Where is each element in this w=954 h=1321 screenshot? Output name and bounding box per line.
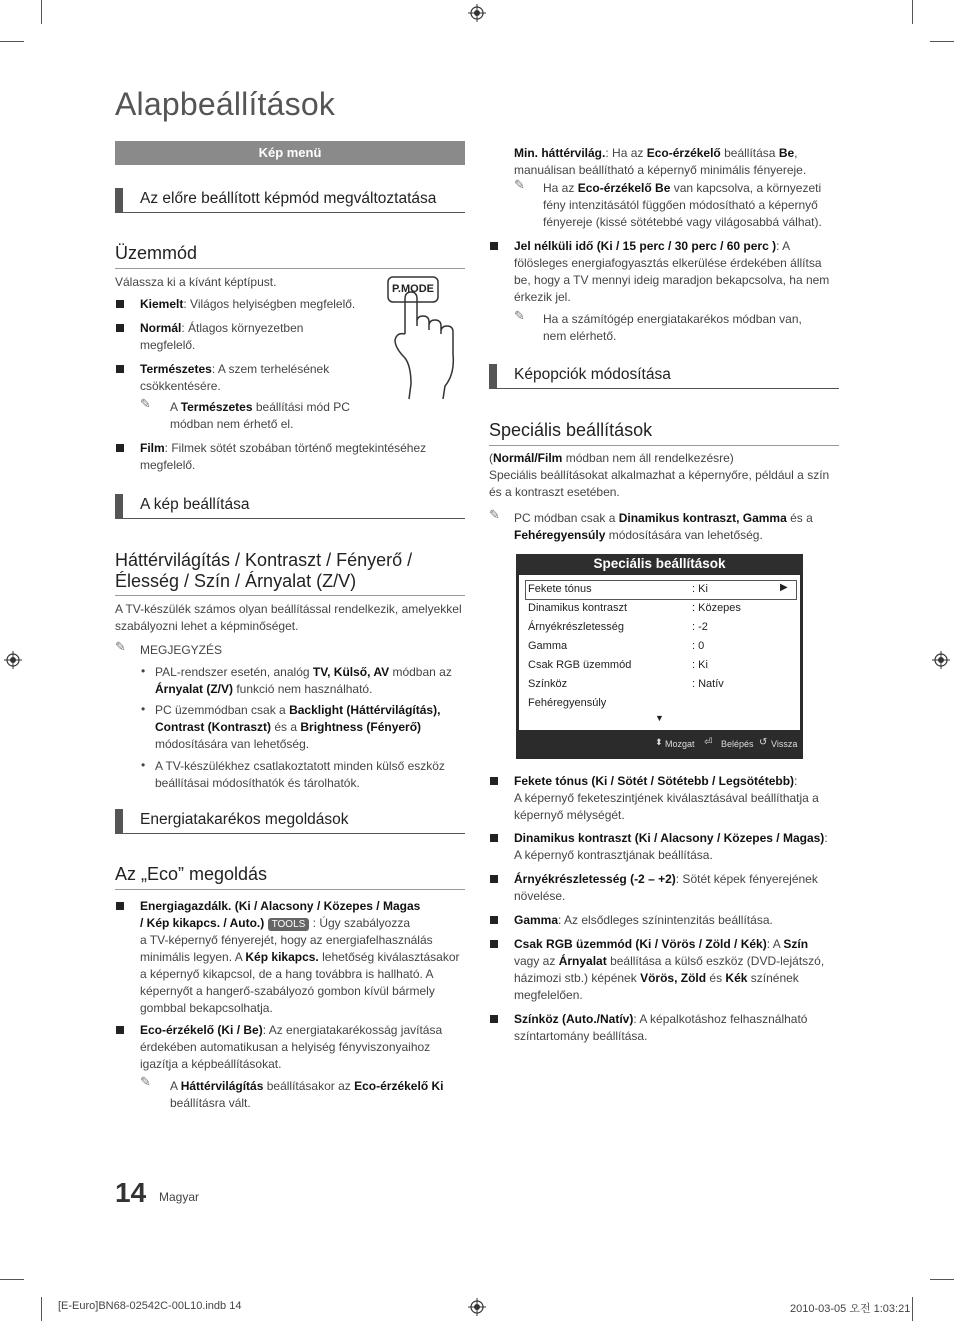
- section-heading: Speciális beállítások: [489, 420, 839, 446]
- return-icon: ↺: [759, 737, 768, 748]
- move-icon: ⬍: [655, 737, 663, 747]
- bullet-dot: •: [141, 702, 146, 716]
- scroll-down-icon: ▼: [655, 713, 664, 723]
- bullet-icon: [116, 1026, 124, 1034]
- crop-mark: [930, 1279, 954, 1280]
- print-file-label: [E-Euro]BN68-02542C-00L10.indb 14: [58, 1300, 242, 1312]
- list-item: Eco-érzékelő (Ki / Be): Az energiatakarékosság javítása érdekében automatikusan a helyiség fényviszonyaihoz igazítja a képbeállításokat.: [140, 1023, 443, 1071]
- note-pencil-icon: ✎: [514, 308, 525, 323]
- list-item: Fekete tónus (Ki / Sötét / Sötétebb / Legsötétebb): A képernyő feketeszintjének kiválasztásával beállíthatja a képernyő mélységét.: [514, 774, 819, 822]
- bullet-icon: [490, 875, 498, 883]
- bullet-icon: [116, 324, 124, 332]
- note-pencil-icon: ✎: [489, 507, 500, 522]
- registration-mark-icon: [932, 651, 950, 669]
- note-pencil-icon: ✎: [140, 396, 151, 411]
- osd-row-value: : -2: [692, 621, 708, 633]
- list-item: Normál: Átlagos környezetben megfelelő.: [140, 321, 304, 352]
- tools-badge: TOOLS: [268, 918, 310, 931]
- subsection-heading: A kép beállítása: [115, 496, 465, 519]
- note-pencil-icon: ✎: [514, 177, 525, 192]
- osd-title: Speciális beállítások: [516, 554, 803, 574]
- print-date-label: 2010-03-05 오전 1:03:21: [790, 1303, 911, 1315]
- crop-mark: [912, 1297, 913, 1321]
- registration-mark-icon: [468, 1298, 486, 1316]
- bullet-icon: [490, 834, 498, 842]
- bullet-icon: [490, 940, 498, 948]
- registration-mark-icon: [4, 651, 22, 669]
- bullet-dot: •: [141, 758, 146, 772]
- note-pencil-icon: ✎: [115, 639, 126, 654]
- bullet-icon: [490, 777, 498, 785]
- list-item: PC üzemmódban csak a Backlight (Háttérvilágítás), Contrast (Kontraszt) és a Brightness (Fényerő) módosítására van lehetőség.: [155, 703, 441, 751]
- crop-mark: [930, 41, 954, 42]
- section-heading: Az „Eco” megoldás: [115, 864, 465, 890]
- list-item: Árnyékrészletesség (-2 – +2): Sötét képek fényerejének növelése.: [514, 872, 818, 903]
- osd-row-label: Színköz: [528, 678, 568, 690]
- crop-mark: [0, 41, 24, 42]
- osd-row-value: : Közepes: [692, 602, 741, 614]
- osd-move-label: Mozgat: [665, 739, 695, 749]
- osd-row-label: Gamma: [528, 640, 568, 652]
- list-item: A TV-készülékhez csatlakoztatott minden külső eszköz beállításai módosíthatók és tárolhatók.: [155, 759, 445, 790]
- list-item: Kiemelt: Világos helyiségben megfelelő.: [140, 297, 356, 311]
- osd-back-label: Vissza: [771, 739, 798, 749]
- page-language: Magyar: [159, 1190, 200, 1204]
- section-heading: Üzemmód: [115, 243, 465, 269]
- section-bar: Kép menü: [115, 141, 465, 165]
- osd-row-label: Csak RGB üzemmód: [528, 659, 632, 671]
- osd-enter-label: Belépés: [721, 739, 754, 749]
- list-item: Jel nélküli idő (Ki / 15 perc / 30 perc / 60 perc ): A fölösleges energiafogyasztás elkerülése érdekében állítsa be, hogy a TV mennyi ideig maradjon bekapcsolva, ha nem érkezik jel.: [514, 239, 830, 304]
- note-heading: MEGJEGYZÉS: [140, 643, 223, 657]
- registration-mark-icon: [468, 4, 486, 22]
- bullet-icon: [490, 916, 498, 924]
- crop-mark: [41, 1297, 42, 1321]
- list-item: Gamma: Az elsődleges színintenzitás beállítása.: [514, 913, 773, 927]
- crop-mark: [0, 1279, 24, 1280]
- bullet-icon: [490, 1015, 498, 1023]
- section-heading: Háttérvilágítás / Kontraszt / Fényerő / Élesség / Szín / Árnyalat (Z/V): [115, 550, 413, 591]
- note: A Háttérvilágítás beállításakor az Eco-érzékelő Ki beállításra vált.: [170, 1079, 444, 1110]
- subsection-heading: Az előre beállított képmód megváltoztatása: [115, 190, 465, 213]
- bullet-icon: [116, 300, 124, 308]
- page-number: 14: [115, 1177, 147, 1208]
- note: PC módban csak a Dinamikus kontraszt, Gamma és a Fehéregyensúly módosítására van lehetőség.: [514, 511, 813, 542]
- paragraph: (Normál/Film módban nem áll rendelkezésre) Speciális beállításokat alkalmazhat a képernyőre, például a szín és a kontraszt esetében.: [489, 451, 830, 499]
- note: A Természetes beállítási mód PC módban nem érhető el.: [170, 400, 350, 431]
- osd-row-value: : Ki: [692, 583, 708, 595]
- list-item: Energiagazdálk. (Ki / Alacsony / Közepes / Magas / Kép kikapcs. / Auto.) TOOLS : Úgy szabályozza a TV-képernyő fényerejét, hogy az energiafelhasználás minimális legyen. A Kép kikapcs. lehetőség kiválasztásakor a képernyő kikapcsol, de a hang továbbra is hallható. A képernyőt a hangerő-szabályozó gombon kívül bármely gombbal bekapcsolhatja.: [140, 899, 460, 1015]
- crop-mark: [41, 0, 42, 24]
- bullet-icon: [116, 444, 124, 452]
- list-item: Dinamikus kontraszt (Ki / Alacsony / Közepes / Magas): A képernyő kontrasztjának beállítása.: [514, 831, 828, 862]
- paragraph: Min. háttérvilág.: Ha az Eco-érzékelő beállítása Be, manuálisan beállítható a képernyő minimális fényereje.: [514, 146, 807, 177]
- enter-icon: ⏎: [704, 737, 713, 748]
- subsection-heading: Képopciók módosítása: [489, 366, 839, 389]
- list-item: PAL-rendszer esetén, analóg TV, Külső, AV módban az Árnyalat (Z/V) funkció nem használható.: [155, 665, 452, 696]
- right-arrow-icon: ▶: [780, 582, 788, 593]
- bullet-icon: [116, 902, 124, 910]
- pmode-button-label: P.MODE: [392, 283, 434, 295]
- page-title: Alapbeállítások: [115, 86, 336, 122]
- paragraph: A TV-készülék számos olyan beállítással rendelkezik, amelyekkel szabályozni lehet a képminőséget.: [115, 602, 462, 633]
- osd-row-value: : Ki: [692, 659, 708, 671]
- bullet-dot: •: [141, 664, 146, 678]
- osd-row-value: : Natív: [692, 678, 724, 690]
- osd-row-value: : 0: [692, 640, 705, 652]
- list-item: Csak RGB üzemmód (Ki / Vörös / Zöld / Kék): A Szín vagy az Árnyalat beállítása a külső eszköz (DVD-lejátszó, házimozi stb.) képének Vörös, Zöld és Kék színének megfelelően.: [514, 937, 825, 1002]
- list-item: Természetes: A szem terhelésének csökkentésére.: [140, 362, 330, 393]
- divider: [115, 595, 465, 596]
- list-item: Film: Filmek sötét szobában történő megtekintéséhez megfelelő.: [140, 441, 427, 472]
- note: Ha a számítógép energiatakarékos módban van, nem elérhető.: [543, 312, 802, 343]
- note: Ha az Eco-érzékelő Be van kapcsolva, a környezeti fény intenzitásától függően módosítható a képernyő fényereje (kissé sötétebbé vagy világosabbá válhat).: [543, 181, 822, 229]
- note-pencil-icon: ✎: [140, 1074, 151, 1089]
- crop-mark: [912, 0, 913, 24]
- list-item: Színköz (Auto./Natív): A képalkotáshoz felhasználható színtartomány beállítása.: [514, 1012, 808, 1043]
- bullet-icon: [490, 242, 498, 250]
- paragraph: Válassza ki a kívánt képtípust.: [115, 275, 277, 289]
- subsection-heading: Energiatakarékos megoldások: [115, 811, 465, 834]
- osd-row-label: Dinamikus kontraszt: [528, 602, 628, 614]
- osd-row-label: Fekete tónus: [528, 583, 592, 595]
- bullet-icon: [116, 365, 124, 373]
- osd-row-label: Fehéregyensúly: [528, 697, 607, 709]
- osd-row-label: Árnyékrészletesség: [528, 621, 624, 633]
